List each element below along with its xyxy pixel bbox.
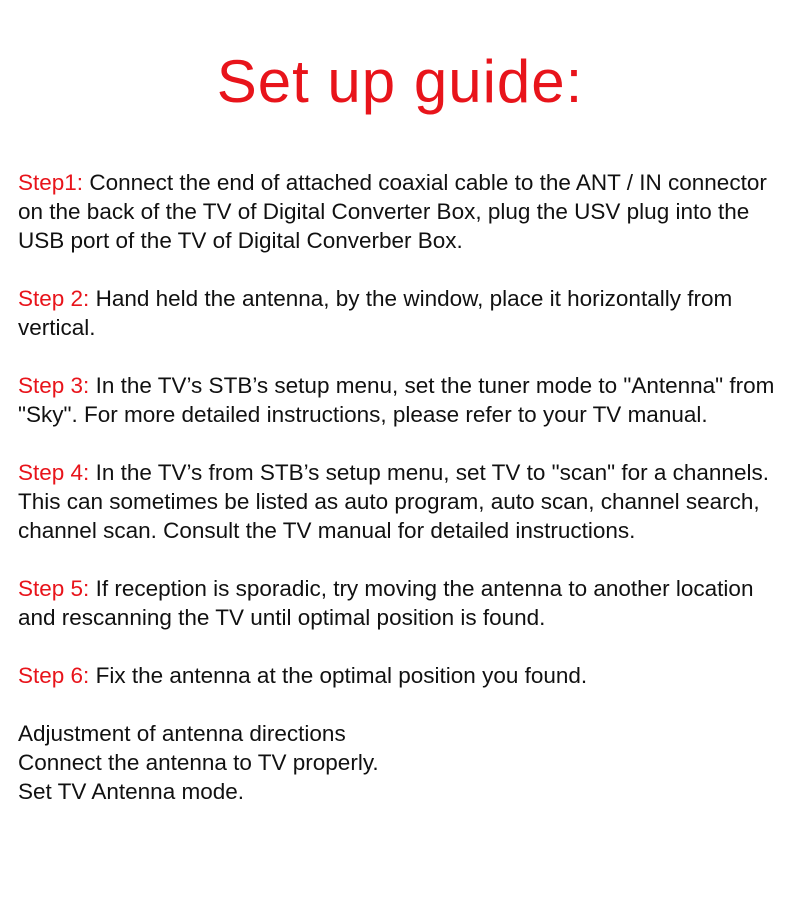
step-text: In the TV’s STB’s setup menu, set the tuner mode to "Antenna" from "Sky". For more detailed instructions, please refer to your TV manual. [18, 373, 775, 427]
step-text: If reception is sporadic, try moving the antenna to another location and rescanning the TV until optimal position is found. [18, 576, 754, 630]
adjustment-notes [18, 719, 788, 806]
step-6 [18, 661, 788, 690]
step-2 [18, 284, 788, 342]
step-text: Fix the antenna at the optimal position you found. [95, 663, 588, 688]
step-label: Step 5: [18, 576, 90, 601]
step-label: Step 3: [18, 373, 90, 398]
step-3 [18, 371, 788, 429]
note-line: Adjustment of antenna directions [18, 721, 346, 746]
step-label: Step 4: [18, 460, 90, 485]
note-line: Connect the antenna to TV properly. [18, 750, 379, 775]
guide-content [18, 168, 788, 806]
step-text: In the TV’s from STB’s setup menu, set TV to "scan" for a channels. This can sometimes be listed as auto program, auto scan, channel search, channel scan. Consult the TV manual for detailed instructions. [18, 460, 769, 543]
step-5 [18, 574, 788, 632]
step-label: Step1: [18, 170, 84, 195]
step-4 [18, 458, 788, 545]
step-1 [18, 168, 788, 255]
page-title: Set up guide: [216, 48, 584, 115]
step-text: Hand held the antenna, by the window, place it horizontally from vertical. [18, 286, 733, 340]
step-text: Connect the end of attached coaxial cable to the ANT / IN connector on the back of the TV of Digital Converter Box, plug the USV plug into the USB port of the TV of Digital Converber Box. [18, 170, 767, 253]
note-line: Set TV Antenna mode. [18, 779, 244, 804]
step-label: Step 2: [18, 286, 90, 311]
step-label: Step 6: [18, 663, 90, 688]
